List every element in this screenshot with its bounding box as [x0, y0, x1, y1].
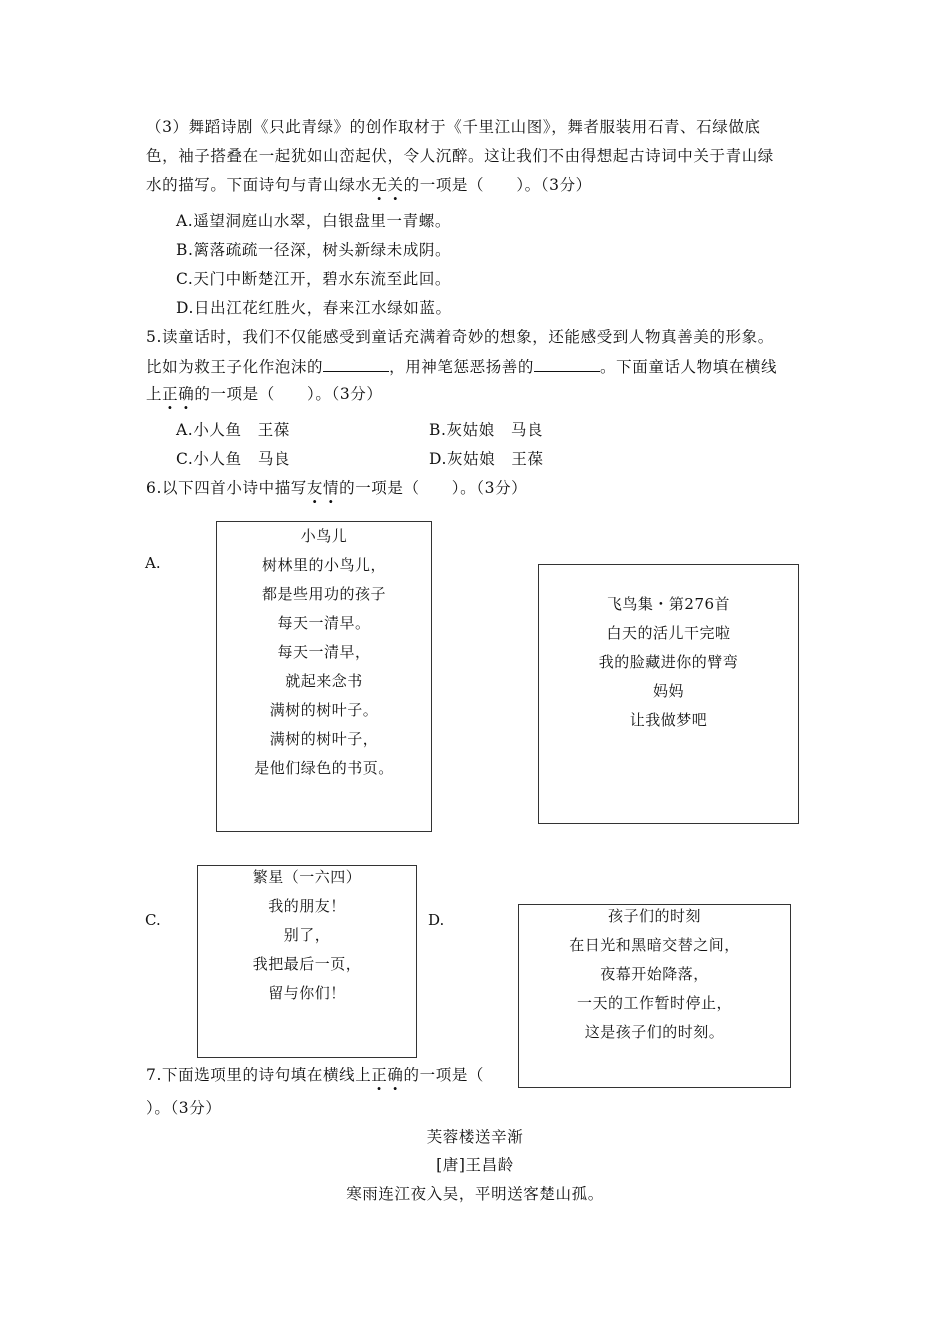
- q5-stem-text: 的一项是（ ）。（3分）: [194, 385, 383, 403]
- emphasis-mark: 确: [178, 385, 195, 403]
- poem-d-title: 孩子们的时刻: [607, 907, 701, 925]
- q6-label-d: D.: [428, 911, 445, 929]
- poem-c-line: 别了，: [283, 926, 331, 944]
- poem-a-line: 每天一清早。: [277, 614, 371, 632]
- poem-c-line: 我的朋友！: [268, 897, 346, 915]
- poem-b-line: 让我做梦吧: [629, 711, 708, 729]
- poem-d-line: 夜幕开始降落，: [600, 965, 709, 983]
- emphasis-mark: 正: [371, 1066, 388, 1084]
- emphasis-mark: 关: [387, 176, 404, 194]
- poem-c-line: 我把最后一页，: [252, 955, 362, 973]
- q3-stem-line-3: [146, 175, 592, 195]
- poem-a-line: 每天一清早，: [277, 643, 371, 661]
- poem-a-line: 满树的树叶子，: [269, 730, 379, 748]
- poem-box-a: [216, 521, 432, 832]
- poem-author: [唐]王昌龄: [436, 1156, 514, 1174]
- q7-stem-text: 的一项是（: [403, 1066, 485, 1084]
- poem-box-c: [197, 865, 417, 1058]
- q6-label-c: C.: [145, 911, 161, 929]
- q3-stem-text: 水的描写。下面诗句与青山绿水: [146, 176, 372, 194]
- poem-b: [539, 590, 798, 735]
- poem-d-line: 一天的工作暂时停止，: [576, 994, 732, 1012]
- q3-option-a: A.遥望洞庭山水翠，白银盘里一青螺。: [176, 212, 451, 230]
- poem-a-line: 是他们绿色的书页。: [254, 759, 394, 777]
- q7-stem-line-2: ）。（3分）: [146, 1099, 222, 1117]
- poem-d-line: 在日光和黑暗交替之间，: [569, 936, 740, 954]
- poem-a-line: 都是些用功的孩子: [261, 585, 386, 603]
- poem-b-line: 我的脸藏进你的臂弯: [598, 653, 739, 671]
- poem-a-title: 小鸟儿: [300, 527, 348, 545]
- emphasis-mark: 友: [306, 479, 323, 497]
- q3-stem-line-1: （3）舞蹈诗剧《只此青绿》的创作取材于《千里江山图》，舞者服装用石青、石绿做底: [146, 118, 761, 136]
- poem-a-line: 树林里的小鸟儿，: [261, 556, 386, 574]
- poem-b-line: 白天的活儿干完啦: [606, 624, 731, 642]
- poem-a-line: 就起来念书: [285, 672, 363, 690]
- q6-stem-text: 的一项是（ ）。（3分）: [339, 479, 528, 497]
- emphasis-mark: 无: [371, 176, 388, 194]
- poem-line-1: 寒雨连江夜入吴，平明送客楚山孤。: [346, 1185, 604, 1203]
- q3-option-c: C.天门中断楚江开，碧水东流至此回。: [176, 270, 452, 288]
- q5-option-c: C.小人鱼 马良: [176, 450, 291, 468]
- q5-stem-text: ，用神笔惩恶扬善的: [389, 358, 535, 376]
- q6-stem: [146, 478, 527, 498]
- q7-stem-line-1: [146, 1065, 484, 1085]
- poem-c-line: 留与你们！: [268, 984, 346, 1002]
- emphasis-mark: 情: [323, 479, 340, 497]
- poem-d: [519, 902, 790, 1047]
- poem-box-d: [518, 904, 791, 1088]
- poem-a-line: 满树的树叶子。: [269, 701, 379, 719]
- poem-c-title: 繁星（一六四）: [252, 868, 362, 886]
- fill-blank: [534, 355, 600, 372]
- q5-stem-line-2: [146, 355, 777, 377]
- q6-stem-text: 6.以下四首小诗中描写: [146, 479, 307, 497]
- poem-d-line: 这是孩子们的时刻。: [584, 1023, 725, 1041]
- q5-stem-text: 上: [146, 385, 163, 403]
- poem-b-title: 飞鸟集・第276首: [606, 595, 731, 613]
- q3-option-d: D.日出江花红胜火，春来江水绿如蓝。: [176, 299, 452, 317]
- q5-stem-line-1: 5.读童话时，我们不仅能感受到童话充满着奇妙的想象，还能感受到人物真善美的形象。: [146, 328, 774, 346]
- q6-label-a: A.: [145, 554, 161, 572]
- q7-stem-text: 7.下面选项里的诗句填在横线上: [146, 1066, 372, 1084]
- q5-stem-text: 。下面童话人物填在横线: [600, 358, 778, 376]
- emphasis-mark: 确: [387, 1066, 404, 1084]
- q5-stem-text: 比如为救王子化作泡沫的: [146, 358, 324, 376]
- poem-c: [198, 863, 416, 1008]
- emphasis-mark: 正: [162, 385, 179, 403]
- poem-a: [217, 522, 431, 783]
- q3-stem-text: 的一项是（ ）。（3分）: [403, 176, 592, 194]
- q5-option-a: A.小人鱼 王葆: [176, 421, 290, 439]
- fill-blank: [323, 355, 389, 372]
- poem-box-b: [538, 564, 799, 824]
- q3-option-b: B.篱落疏疏一径深，树头新绿未成阴。: [176, 241, 452, 259]
- q3-stem-line-2: 色，袖子搭叠在一起犹如山峦起伏，令人沉醉。这让我们不由得想起古诗词中关于青山绿: [146, 147, 774, 165]
- q5-option-d: D.灰姑娘 王葆: [429, 450, 544, 468]
- poem-title: 芙蓉楼送辛渐: [426, 1128, 524, 1146]
- q5-option-b: B.灰姑娘 马良: [429, 421, 544, 439]
- poem-b-line: 妈妈: [652, 682, 684, 700]
- q5-stem-line-3: [146, 384, 383, 404]
